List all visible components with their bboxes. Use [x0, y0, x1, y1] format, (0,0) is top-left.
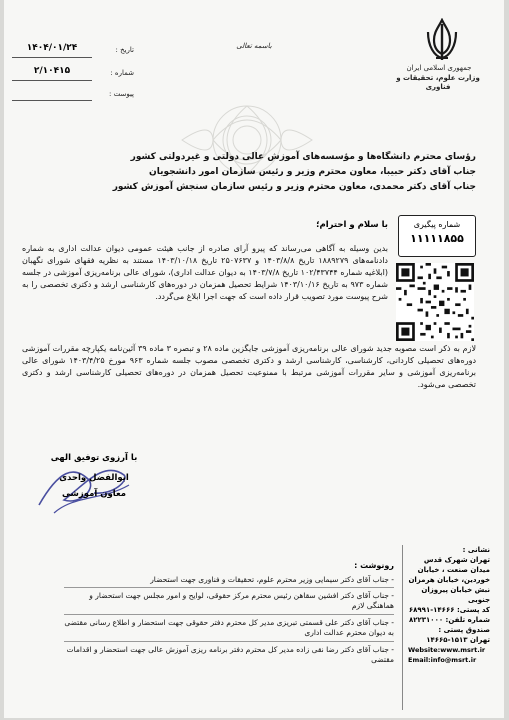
- cc-item: - جناب آقای دکتر سیمایی وزیر محترم علوم، تحقیقات و فناوری جهت استحضار: [150, 575, 394, 584]
- address-block: [408, 545, 490, 665]
- number-underline: [12, 80, 92, 81]
- postal-code: کد پستی: ۱۴۶۶۶-۶۸۹۹۱: [408, 606, 490, 614]
- po-box-label: صندوق پستی :: [438, 626, 490, 634]
- tracking-value: ۱۱۱۱۱۸۵۵: [410, 232, 464, 245]
- cc-item: - جناب آقای دکتر رضا نقی زاده مدیر کل محترم دفتر برنامه ریزی آموزش عالی جهت استحضار و اقدامات مقتضی: [66, 645, 394, 664]
- cc-separator: [64, 587, 394, 588]
- ministry-line1: جمهوری اسلامی ایران: [406, 64, 472, 72]
- cc-separator: [64, 641, 394, 642]
- email: Email:info@msrt.ir: [408, 656, 477, 664]
- addressee-line: جناب آقای دکتر حبیبا، معاون محترم وزیر و رئیس سازمان امور دانشجویان: [149, 167, 476, 177]
- addressee-line: رؤسای محترم دانشگاه‌ها و مؤسسه‌های آموزش عالی دولتی و غیردولتی کشور: [130, 152, 476, 162]
- address-divider: [402, 545, 403, 710]
- signature-block: [34, 445, 144, 520]
- date-underline: [12, 57, 92, 58]
- signature-closing: با آرزوی توفیق الهی: [50, 453, 138, 463]
- attachment-label: پیوست :: [109, 90, 134, 98]
- address-line: خوردین، خیابان هرمزان: [408, 576, 490, 584]
- number-value: ۲/۱۰۴۱۵: [33, 66, 71, 76]
- date-label: تاریخ :: [115, 46, 134, 54]
- address-line: نبش خیابان پیروزان جنوبی: [421, 586, 490, 604]
- attachment-underline: [12, 100, 92, 101]
- greeting: با سلام و احترام؛: [316, 220, 388, 230]
- website: Website:www.msrt.ir: [408, 646, 486, 654]
- po-box: تهران ۱۵۱۳-۱۴۶۶۵: [426, 636, 490, 644]
- number-label: شماره :: [110, 69, 134, 77]
- address-label: نشانی :: [462, 546, 490, 554]
- qr-code: [396, 263, 474, 341]
- emblem-icon: [424, 18, 460, 62]
- letter-page: [4, 0, 504, 718]
- ministry-line2: وزارت علوم، تحقیقات و فناوری: [396, 74, 480, 91]
- date-value: ۱۴۰۴/۰۱/۲۴: [26, 43, 78, 53]
- cc-item: - جناب آقای دکتر علی قسمتی تبریزی مدیر کل محترم دفتر حقوقی جهت استحضار و اطلاع رسانی مقتضی به دیوان محترم عدالت اداری: [64, 618, 394, 637]
- addressee-line: جناب آقای دکتر محمدی، معاون محترم وزیر و رئیس سازمان سنجش آموزش کشور: [112, 182, 476, 192]
- signature-title: معاون آموزشی: [61, 489, 127, 499]
- address-line: میدان صنعت ، خیابان: [417, 566, 490, 574]
- phone: شماره تلفن: ۸۲۲۳۱۰۰۰: [408, 616, 490, 624]
- signature-name: ابوالفضل واحدی: [59, 473, 129, 483]
- cc-item: - جناب آقای دکتر افشین سقاهن رئیس محترم مرکز حقوقی، لوایح و امور مجلس جهت استحضار و هماهنگی لازم: [89, 591, 394, 610]
- addressee-list: [44, 150, 476, 195]
- tracking-box: [398, 215, 476, 257]
- cc-separator: [64, 614, 394, 615]
- bismillah: باسمه تعالی: [236, 42, 272, 50]
- paragraph-1: بدین وسیله به آگاهی می‌رساند که پیرو آرای صادره از جانب هیئت عمومی دیوان عدالت اداری به شماره دادنامه‌های ۱۸۸۹۲۷۹ تاریخ ۱۴۰۳/۸/۸ و ۲۵۰۷۶۳۷ تاریخ ۱۴۰۳/۱۰/۱۸ مستند به نظریه فقهای شورای نگهبان (ابلاغیه شماره ۱۰۲/۴۳۷۴۴ تاریخ ۱۴۰۳/۷/۸ به دیوان عدالت اداری)، شورای عالی برنامه‌ریزی آموزشی در جلسه شماره ۹۷۳ به تاریخ ۱۴۰۳/۱۰/۱۶ شرایط تحصیل همزمان در دوره‌های کارشناسی ارشد و دکتری تخصصی را به شرح پیوست مورد تصویب قرار داده است که جهت اجرا ابلاغ می‌گردد.: [22, 244, 388, 301]
- paragraph-2: لازم به ذکر است مصوبه جدید شورای عالی برنامه‌ریزی آموزشی جایگزین ماده ۲۸ و تبصره ۳ ماده ۳۹ آئین‌نامه یکپارچه مقررات آموزشی دوره‌های تحصیلی کاردانی، کارشناسی، کارشناسی ارشد و دکتری تخصصی مصوب جلسه شماره ۹۶۳ مورخ ۱۴۰۳/۴/۲۵ شورای عالی برنامه‌ریزی آموزشی و سایر مقررات آموزشی مرتبط با ممنوعیت تحصیل همزمان در دوره‌های تحصیلی کارشناسی ارشد و دکتری تخصصی می‌شود.: [22, 344, 477, 389]
- tracking-label: شماره پیگیری: [413, 220, 461, 229]
- cc-label: رونوشت :: [354, 561, 394, 570]
- address-line: تهران شهرک قدس: [423, 556, 490, 564]
